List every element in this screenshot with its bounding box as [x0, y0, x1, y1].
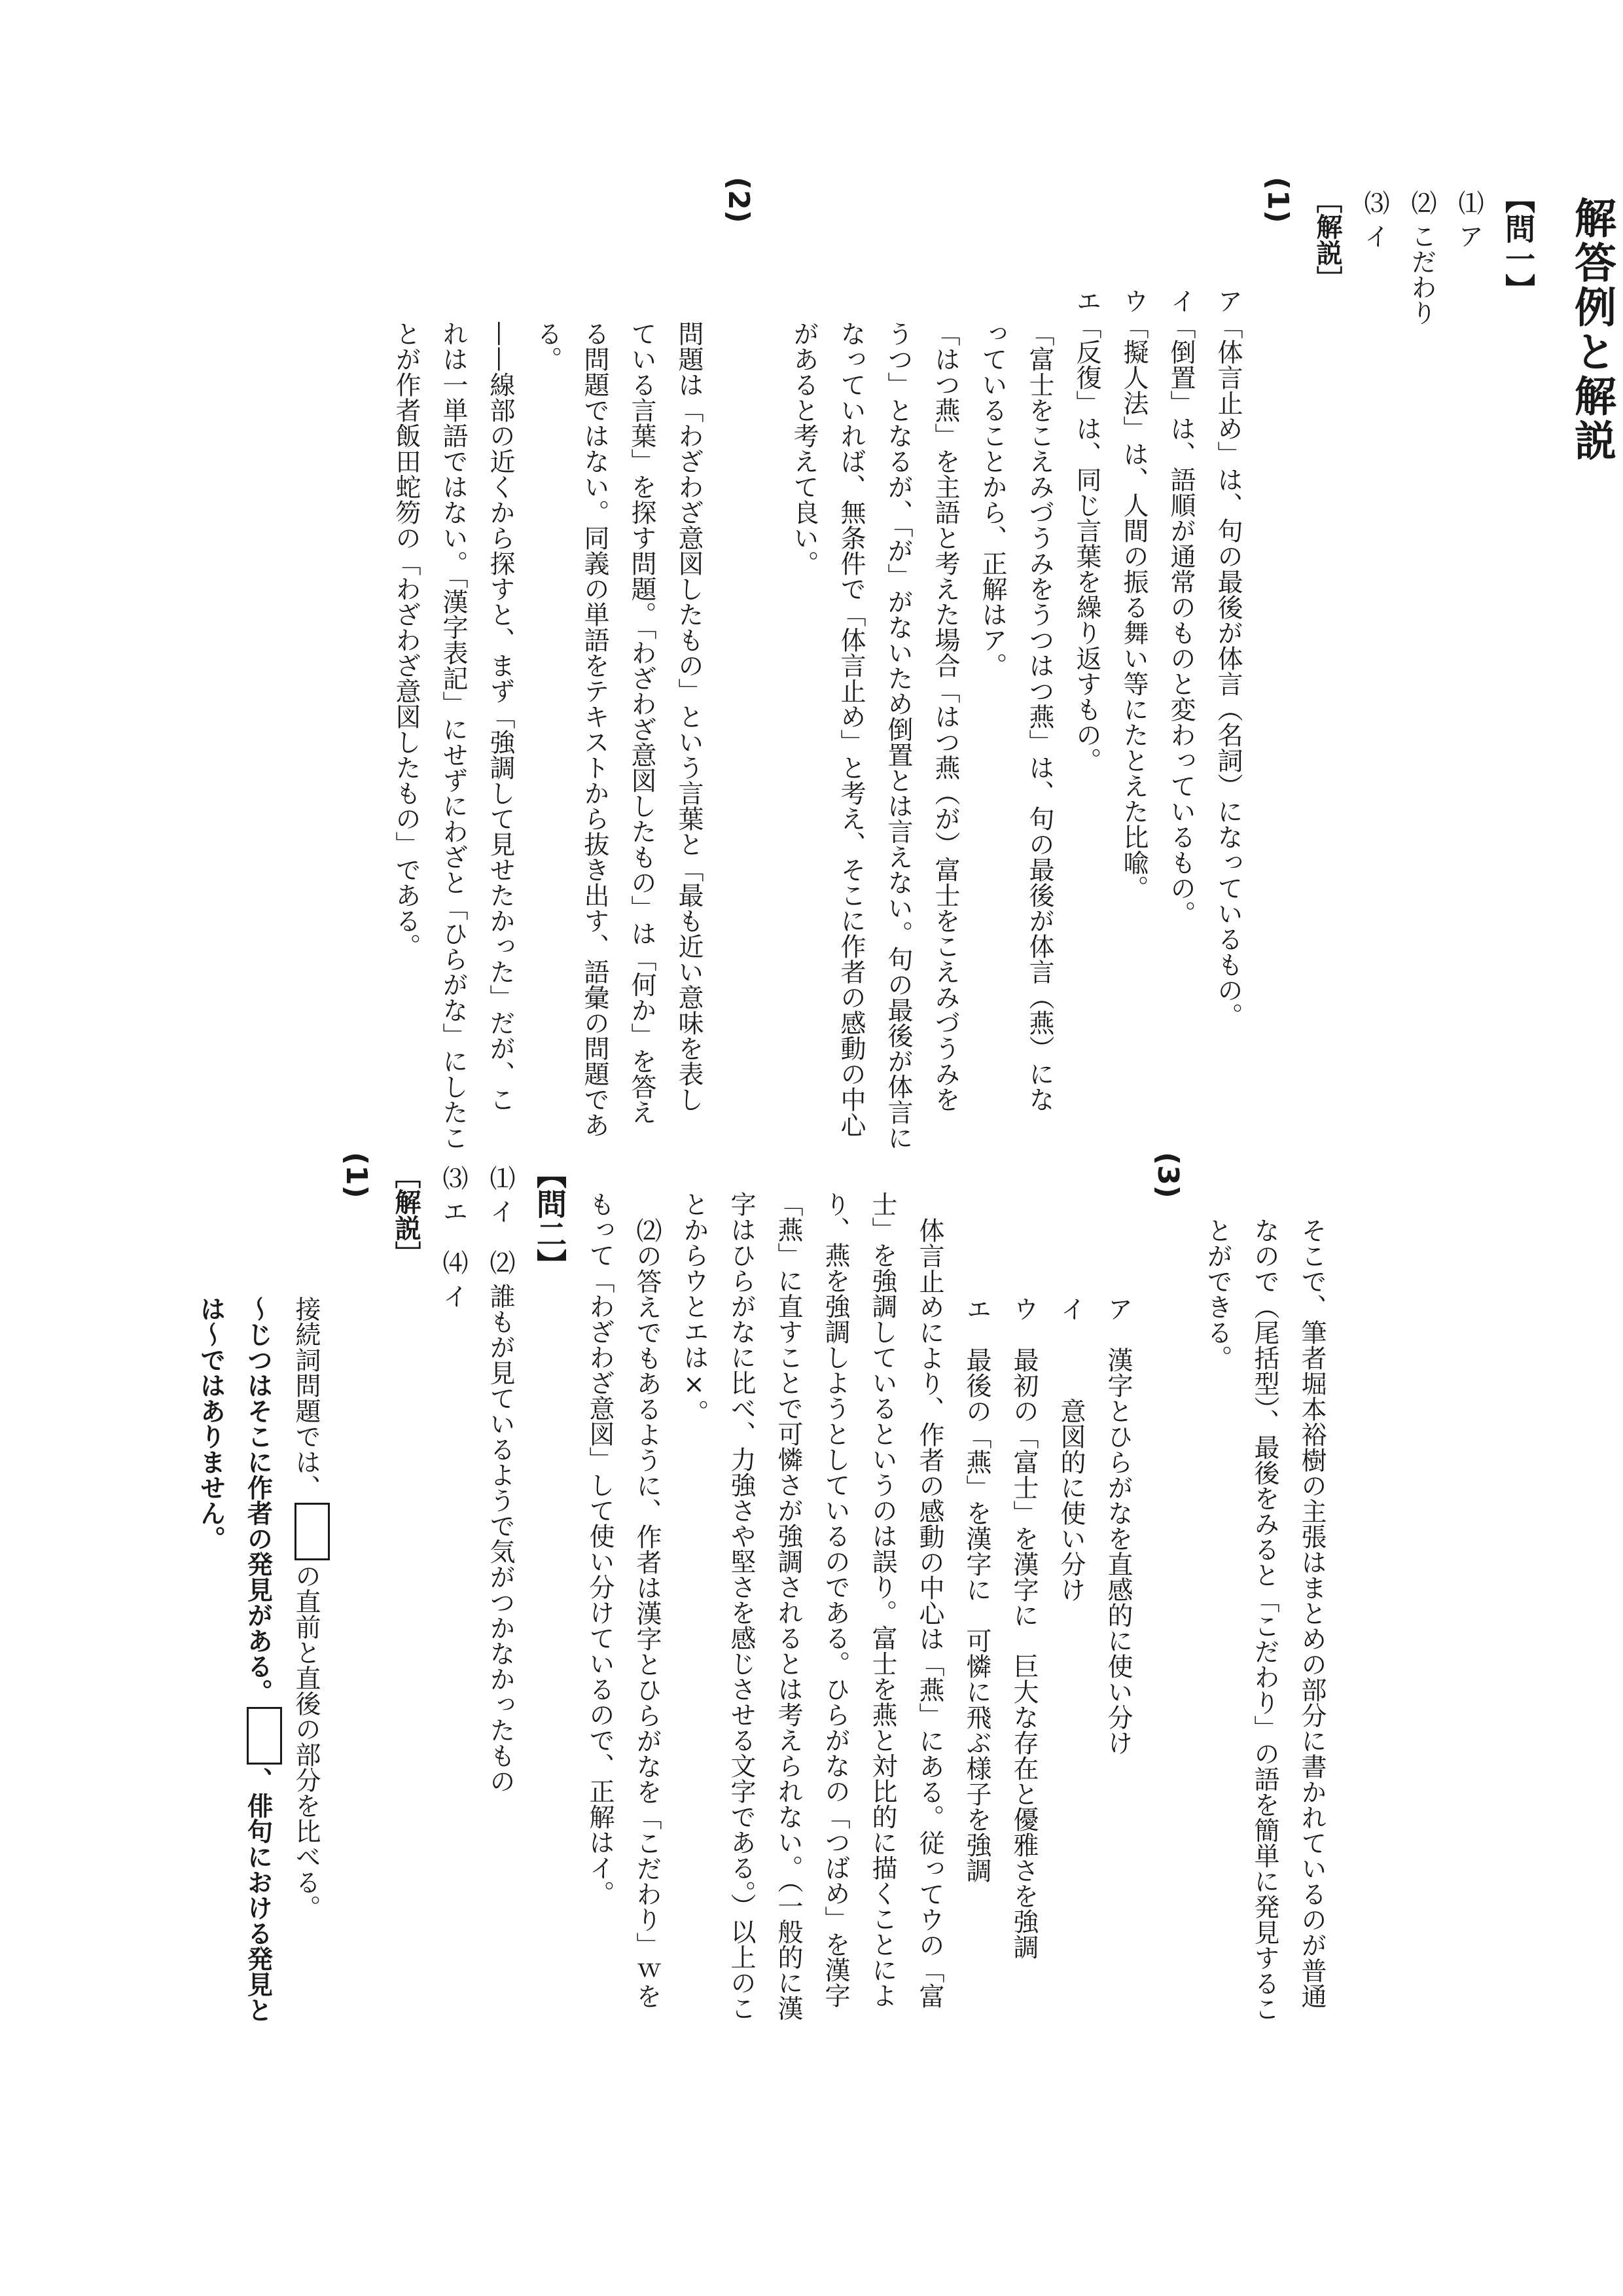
text-line: 問題は「わざわざ意図したもの」という言葉と「最も近い意味を表し — [674, 321, 704, 1112]
q1-answer-3: ⑶ イ — [1360, 190, 1389, 249]
q1-answer-2: ⑵ こだわり — [1407, 190, 1436, 326]
text-line: ている言葉」を探す問題。「わざわざ意図したもの」は「何か」を答え — [627, 321, 656, 1125]
text-line: 体言止めにより、作者の感動の中心は「燕」にある。従ってウの「富 — [915, 1217, 944, 2009]
text-line: とが作者飯田蛇笏の「わざわざ意図したもの」である。 — [391, 321, 421, 959]
text-line: そこで、筆者堀本裕樹の主張はまとめの部分に書かれているのが普通 — [1297, 1217, 1327, 2009]
text-line: があると考えて良い。 — [789, 321, 819, 576]
quote-line: ～じつはそこに作者の発見がある。、俳句における発見と — [234, 1296, 283, 2186]
text-line: り、燕を強調しようとしているのである。ひらがなの「つばめ」を漢字 — [821, 1191, 850, 2008]
text-line: とができる。 — [1203, 1217, 1232, 1371]
q2-answers-row-2: ⑶ エ ⑷ イ — [438, 1165, 468, 1309]
choice-row — [953, 1296, 1000, 2186]
text-line: 「富士をこえみづうみをうつはつ燕」は、句の最後が体言（燕）にな — [1025, 321, 1054, 1112]
text-line: 「燕」に直すことで可憐さが強調されるとは考えられない。（一般的に漢 — [774, 1191, 803, 2021]
choice-key: ウ — [1009, 1296, 1039, 1321]
page-title: 解答例と解説 — [1567, 196, 1616, 463]
q2-kaisetsu-label: ［解説］ — [391, 1162, 421, 1267]
choice-text: 最初の「富士」を漢字に 巨大な存在と優雅さを強調 — [1009, 1347, 1039, 1960]
q1-kaisetsu-label: ［解説］ — [1312, 187, 1342, 292]
text-line: ——線部の近くから探すと、まず「強調して見せたかった」だが、こ — [486, 321, 515, 1112]
text-line: ア「体言止め」は、句の最後が体言（名詞）になっているもの。 — [1213, 288, 1243, 1028]
q2-section-1-label: (1) — [340, 1152, 373, 1198]
choice-key: エ — [962, 1296, 991, 1321]
q1-section-1-label: (1) — [1261, 177, 1294, 223]
text-line: 接続詞問題では、の直前と直後の部分を比べる。 — [282, 1296, 330, 2186]
blank-box — [247, 1707, 282, 1765]
text-line: なので（尾括型）、最後をみると「こだわり」の語を簡単に発見するこ — [1250, 1217, 1279, 2022]
q1-section-3-label: (3) — [1151, 1152, 1185, 1198]
choice-text: 漢字とひらがなを直感的に使い分け — [1103, 1347, 1133, 1755]
text-line: うつ」となるが、「が」がないため倒置とは言えない。句の最後が体言に — [883, 321, 913, 1151]
choice-row — [1000, 1296, 1047, 2186]
text-line: もって「わざわざ意図」して使い分けているので、正解はイ。 — [585, 1191, 615, 1906]
q2-heading: 【問二】 — [532, 1158, 567, 1279]
text-line: なっていれば、無条件で「体言止め」と考え、そこに作者の感動の中心 — [836, 321, 866, 1138]
choice-key: ア — [1103, 1296, 1133, 1321]
q1-heading: 【問一】 — [1501, 183, 1536, 304]
blank-box — [294, 1503, 330, 1560]
choice-row — [1047, 1296, 1094, 2186]
choice-text: 最後の「燕」を漢字に 可憐に飛ぶ様子を強調 — [962, 1347, 991, 1883]
text-line: っていることから、正解はア。 — [978, 321, 1007, 678]
text-line: 字はひらがなに比べ、力強さや堅さを感じさせる文字である。）以上のこ — [726, 1191, 756, 2021]
text-line: る。 — [533, 321, 562, 372]
text-line: とからウとエは×。 — [679, 1191, 709, 1425]
text-line: イ「倒置」は、語順が通常のものと変わっているもの。 — [1166, 288, 1196, 926]
choice-row — [1094, 1296, 1141, 2186]
text-line: ⑵の答えでもあるように、作者は漢字とひらがなを「こだわり」ｗを — [632, 1217, 662, 2009]
quote-line: は～ではありません。 — [196, 1296, 226, 1551]
choice-key: イ — [1056, 1296, 1086, 1321]
text-line: る問題ではない。同義の単語をテキストから抜き出す、語彙の問題であ — [580, 321, 609, 1138]
text-line: 士」を強調しているというのは誤り。富士を燕と対比的に描くことによ — [868, 1191, 897, 2008]
text-line: ウ「擬人法」は、人間の振る舞い等にたとえた比喩。 — [1119, 288, 1149, 901]
choice-text: 意図的に使い分け — [1056, 1398, 1086, 1602]
q1-section-2-label: (2) — [722, 177, 755, 223]
upper-tier — [0, 177, 1623, 1263]
text-line: れは一単語ではない。「漢字表記」にせずにわざと「ひらがな」にしたこ — [438, 321, 468, 1151]
text-line: 「はつ燕」を主語と考えた場合「はつ燕（が）富士をこえみづうみを — [931, 321, 960, 1112]
lower-tier — [0, 1152, 1623, 2186]
text-line: エ「反復」は、同じ言葉を繰り返すもの。 — [1072, 288, 1101, 773]
q2-answers-row-1: ⑴ イ ⑵ 誰もが見ているようで気がつかなかったもの — [486, 1165, 515, 1794]
q1-answer-1: ⑴ ア — [1454, 190, 1484, 249]
